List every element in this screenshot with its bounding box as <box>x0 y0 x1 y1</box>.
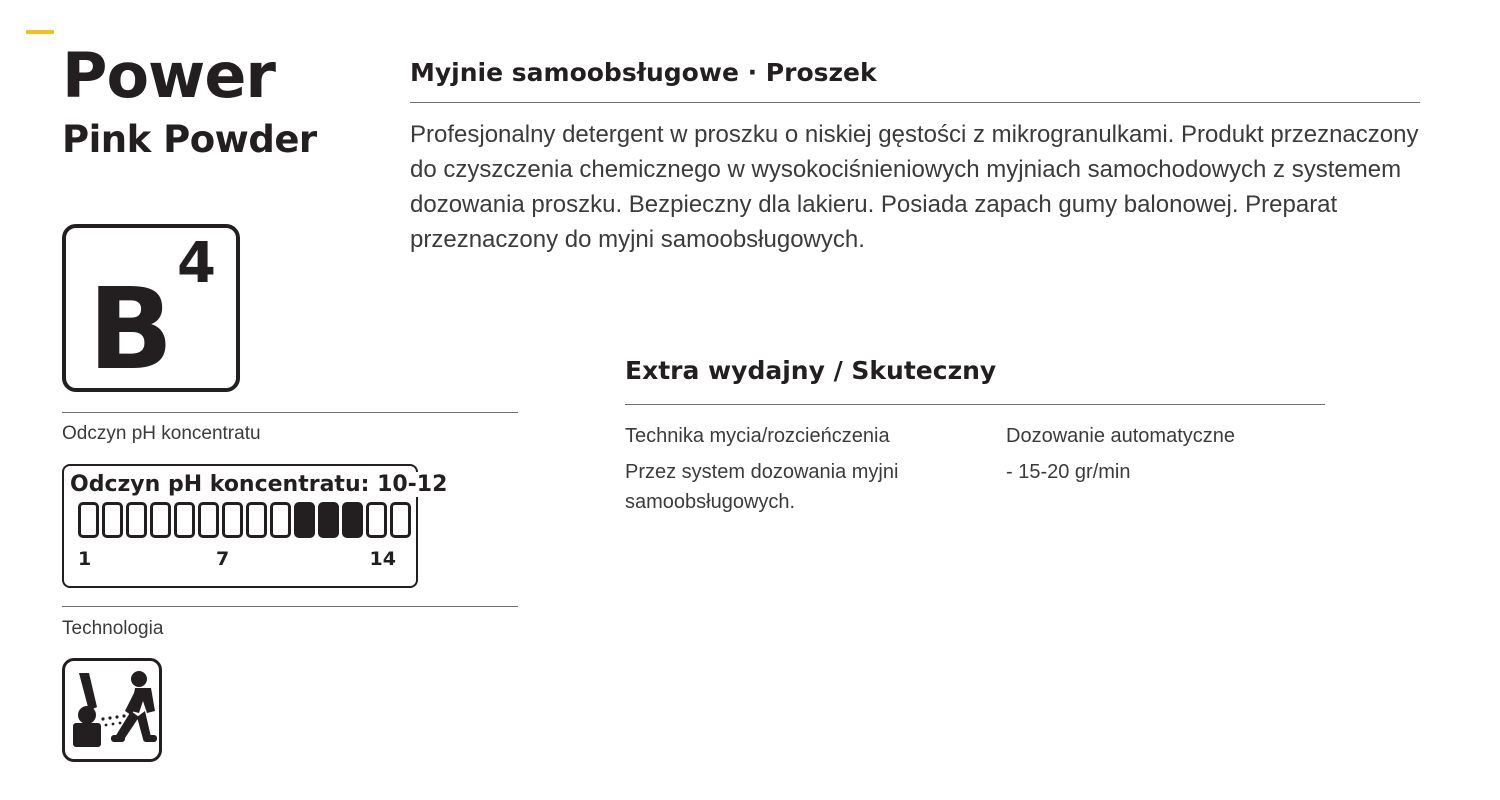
usage-value-dosing: - 15-20 gr/min <box>1006 461 1131 483</box>
ph-cell-12 <box>342 502 363 538</box>
usage-label-technique: Technika mycia/rozcieńczenia <box>625 425 890 447</box>
usage-column-dosing <box>1006 421 1325 523</box>
technology-caption-rule <box>62 606 518 607</box>
technology-caption: Technologia <box>62 618 164 639</box>
ph-cell-3 <box>126 502 147 538</box>
ph-cell-11 <box>318 502 339 538</box>
class-badge-letter: B <box>88 265 174 395</box>
ph-cell-7 <box>222 502 243 538</box>
usage-block <box>625 356 1325 523</box>
ph-caption-rule <box>62 412 518 413</box>
ph-cell-1 <box>78 502 99 538</box>
ph-cell-8 <box>246 502 267 538</box>
ph-scale-cells <box>78 502 411 538</box>
ph-tick-max: 14 <box>369 548 396 570</box>
usage-label-dosing: Dozowanie automatyczne <box>1006 425 1236 447</box>
ph-cell-2 <box>102 502 123 538</box>
ph-scale-title: Odczyn pH koncentratu: 10-12 <box>70 472 453 497</box>
ph-cell-9 <box>270 502 291 538</box>
ph-cell-13 <box>366 502 387 538</box>
ph-tick-min: 1 <box>78 548 92 570</box>
ph-cell-14 <box>390 502 411 538</box>
class-badge <box>62 224 240 395</box>
pressure-washer-operator-icon <box>62 658 162 762</box>
description-block <box>410 58 1420 257</box>
ph-cell-5 <box>174 502 195 538</box>
usage-column-technique <box>625 421 944 523</box>
description-rule <box>410 102 1420 103</box>
accent-dash <box>26 30 54 34</box>
ph-cell-10 <box>294 502 315 538</box>
ph-caption: Odczyn pH koncentratu <box>62 423 261 444</box>
usage-value-technique: Przez system dozowania myjni samoobsługowych. <box>625 461 899 513</box>
product-title: Power <box>62 39 275 112</box>
description-text: Profesjonalny detergent w proszku o niskiej gęstości z mikrogranulkami. Produkt przeznaczony do czyszczenia chemicznego w wysokociśnieniowych myjniach samochodowych z systemem dozowania proszku. Bezpieczny dla lakieru. Posiada zapach gumy balonowej. Preparat przeznaczony do myjni samoobsługowych. <box>410 121 1419 253</box>
product-subtitle: Pink Powder <box>62 118 317 161</box>
description-heading: Myjnie samoobsługowe · Proszek <box>410 58 877 87</box>
usage-heading: Extra wydajny / Skuteczny <box>625 356 997 385</box>
usage-rule <box>625 404 1325 405</box>
ph-cell-6 <box>198 502 219 538</box>
class-badge-number: 4 <box>177 231 216 296</box>
ph-scale-ticks <box>78 548 396 570</box>
ph-cell-4 <box>150 502 171 538</box>
ph-tick-mid: 7 <box>216 548 230 570</box>
